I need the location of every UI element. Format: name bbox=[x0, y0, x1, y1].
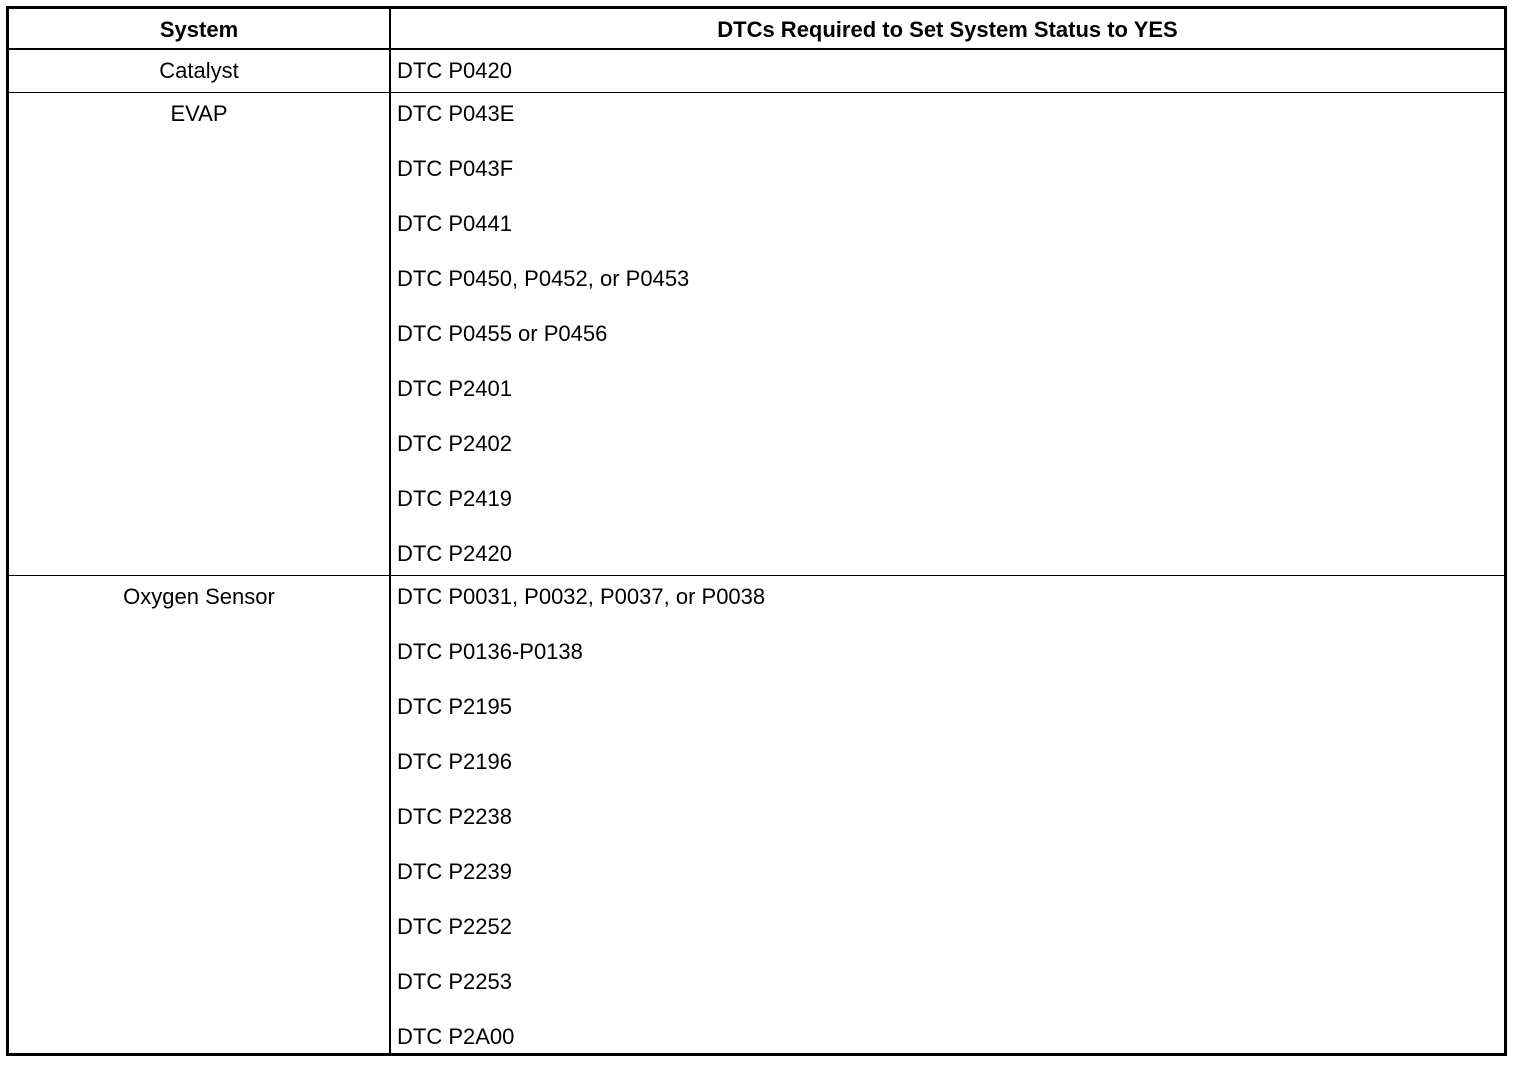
dtc-item: DTC P2401 bbox=[397, 376, 512, 401]
table-row-evap bbox=[9, 93, 1504, 576]
dtc-item: DTC P2253 bbox=[397, 969, 512, 994]
dtc-item: DTC P0031, P0032, P0037, or P0038 bbox=[397, 584, 766, 609]
dtc-item: DTC P0420 bbox=[397, 58, 512, 83]
system-name-oxygen-sensor: Oxygen Sensor bbox=[123, 584, 275, 609]
dtc-item: DTC P043E bbox=[397, 101, 515, 126]
dtc-item: DTC P043F bbox=[397, 156, 514, 181]
dtc-item: DTC P2252 bbox=[397, 914, 512, 939]
table-row-catalyst bbox=[9, 50, 1504, 93]
dtc-item: DTC P2195 bbox=[397, 694, 512, 719]
dtc-item: DTC P2420 bbox=[397, 541, 512, 566]
system-name-evap: EVAP bbox=[170, 101, 228, 126]
dtc-item: DTC P2402 bbox=[397, 431, 512, 456]
table-header-row bbox=[9, 9, 1504, 50]
dtc-list-oxygen-sensor bbox=[397, 576, 765, 1071]
table-row-oxygen-sensor bbox=[9, 576, 1504, 1053]
dtc-item: DTC P0136-P0138 bbox=[397, 639, 583, 664]
dtc-item: DTC P2A00 bbox=[397, 1024, 515, 1049]
dtc-item: DTC P0455 or P0456 bbox=[397, 321, 608, 346]
dtc-list-evap bbox=[397, 93, 689, 588]
dtc-item: DTC P0450, P0452, or P0453 bbox=[397, 266, 690, 291]
header-system: System bbox=[159, 17, 239, 42]
system-name-catalyst: Catalyst bbox=[159, 58, 239, 83]
dtc-item: DTC P2239 bbox=[397, 859, 512, 884]
dtc-item: DTC P2419 bbox=[397, 486, 512, 511]
dtc-system-status-table bbox=[6, 6, 1507, 1056]
dtc-item: DTC P2238 bbox=[397, 804, 512, 829]
header-dtcs-required: DTCs Required to Set System Status to YES bbox=[717, 17, 1178, 42]
dtc-item: DTC P2196 bbox=[397, 749, 512, 774]
dtc-item: DTC P0441 bbox=[397, 211, 512, 236]
